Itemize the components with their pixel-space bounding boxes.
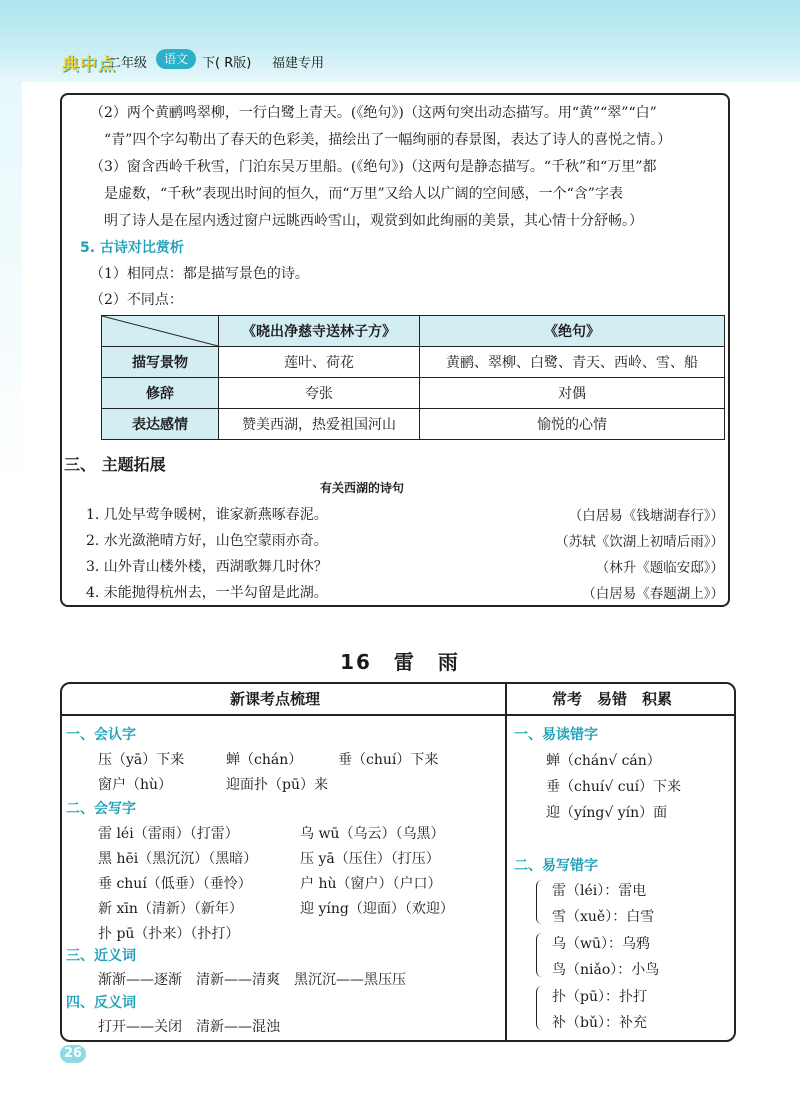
comparison-table [101,315,725,440]
poem-line: 2. 水光潋滟晴方好，山色空蒙雨亦奇。 [86,533,328,549]
write-item: 雷 léi（雷雨）（打雷） [98,826,239,842]
write-item: 新 xīn（清新）（新年） [98,901,243,917]
diagonal-line [102,316,218,346]
table-cell: 愉悦的心情 [420,409,725,440]
table-cell: 莲叶、荷花 [219,347,420,378]
pair-brace [536,986,543,1030]
table-cell: 赞美西湖，热爱祖国河山 [219,409,420,440]
write-item: 垂 chuí（低垂）（垂怜） [98,876,252,892]
region-label: 福建专用 [272,56,325,71]
subject-badge: 语文 [156,49,196,69]
table-cell: 黄鹂、翠柳、白鹭、青天、西岭、雪、船 [420,347,725,378]
section-synonyms: 三、近义词 [66,948,136,964]
page-number: 26 [60,1045,86,1063]
miswrite-item: 补（bǔ）：补充 [552,1015,647,1031]
char-item: 垂（chuí）下来 [338,752,439,768]
table-corner-cell [102,316,219,347]
left-column-head: 新课考点梳理 [230,690,321,708]
table-col1-head: 《晓出净慈寺送林子方》 [219,316,420,347]
item2-line2: “青”四个字勾勒出了春天的色彩美，描绘出了一幅绚丽的春景图，表达了诗人的喜悦之情。） [104,132,672,148]
header-band [0,0,800,82]
poem-source: （苏轼《饮湖上初晴后雨》） [555,534,724,550]
extension-heading: 三、 主题拓展 [64,455,166,474]
miswrite-item: 扑（pū）：扑打 [552,989,647,1005]
poem-line: 3. 山外青山楼外楼，西湖歌舞几时休？ [86,559,328,575]
miswrite-item: 雷（léi）：雷电 [552,883,647,899]
item3-line1: （3）窗含西岭千秋雪，门泊东吴万里船。(《绝句》)（这两句是静态描写。“千秋”和“万里”都 [90,159,657,175]
item2-line1: （2）两个黄鹂鸣翠柳，一行白鹭上青天。(《绝句》)（这两句突出动态描写。用“黄”“翠”“白” [90,105,657,121]
char-item: 压（yā）下来 [98,752,185,768]
table-row [102,347,725,378]
misread-item: 迎（yíng√ yín）面 [546,805,668,821]
table-header-row [102,316,725,347]
side-decoration [0,82,22,1114]
section-antonyms: 四、反义词 [66,995,136,1011]
table-row [102,409,725,440]
table-col2-head: 《绝句》 [420,316,725,347]
char-item: 窗户（hù） [98,777,173,793]
table-row [102,378,725,409]
section-recognize: 一、会认字 [66,727,136,743]
pair-brace [536,880,543,924]
char-item: 蝉（chán） [226,752,303,768]
table-cell: 对偶 [420,378,725,409]
antonyms-text: 打开——关闭 清新——混浊 [98,1019,280,1035]
compare-heading: 5. 古诗对比赏析 [80,240,184,256]
miswrite-item: 乌（wū）：乌鸦 [552,936,650,952]
write-item: 户 hù（窗户）（户口） [300,876,442,892]
table-cell: 夸张 [219,378,420,409]
section-miswrite: 二、易写错字 [514,858,598,874]
write-item: 扑 pū（扑来）（扑打） [98,926,240,942]
pair-brace [536,933,543,977]
extension-title: 有关西湖的诗句 [320,481,405,495]
item3-line3: 明了诗人是在屋内透过窗户远眺西岭雪山，观赏到如此绚丽的美景，其心情十分舒畅。） [104,213,643,229]
poem-line: 4. 未能抛得杭州去，一半勾留是此湖。 [86,585,328,601]
poem-source: （白居易《钱塘湖春行》） [568,508,724,524]
column-divider [505,682,507,1042]
table-row-label: 描写景物 [102,347,219,378]
miswrite-item: 鸟（niǎo）：小鸟 [552,962,660,978]
write-item: 迎 yíng（迎面）（欢迎） [300,901,454,917]
lesson-title: 16 雷 雨 [340,650,460,674]
item3-line2: 是虚数，“千秋”表现出时间的恒久，而“万里”又给人以广阔的空间感，一个“含”字表 [104,186,623,202]
poem-source: （白居易《春题湖上》） [582,586,724,602]
char-item: 迎面扑（pū）来 [226,777,328,793]
write-item: 乌 wū（乌云）（乌黑） [300,826,445,842]
compare-same: （1）相同点：都是描写景色的诗。 [90,266,309,282]
header-divider [60,714,736,716]
edition-label: 下( R版) [202,56,252,71]
write-item: 压 yā（压住）（打压） [300,851,440,867]
section-misread: 一、易读错字 [514,727,598,743]
grade-label: 二年级 [108,56,148,71]
compare-diff: （2）不同点： [90,292,183,308]
brand-logo: 典中点 [62,55,116,75]
table-row-label: 修辞 [102,378,219,409]
right-column-head: 常考 易错 积累 [552,690,673,708]
miswrite-item: 雪（xuě）：白雪 [552,909,655,925]
poem-line: 1. 几处早莺争暖树，谁家新燕啄春泥。 [86,507,328,523]
write-item: 黑 hēi（黑沉沉）（黑暗） [98,851,258,867]
misread-item: 蝉（chán√ cán） [546,753,661,769]
misread-item: 垂（chuí√ cuí）下来 [546,779,682,795]
synonyms-text: 渐渐——逐渐 清新——清爽 黑沉沉——黑压压 [98,972,406,988]
section-write: 二、会写字 [66,801,136,817]
table-row-label: 表达感情 [102,409,219,440]
poem-source: （林升《题临安邸》） [595,560,724,576]
